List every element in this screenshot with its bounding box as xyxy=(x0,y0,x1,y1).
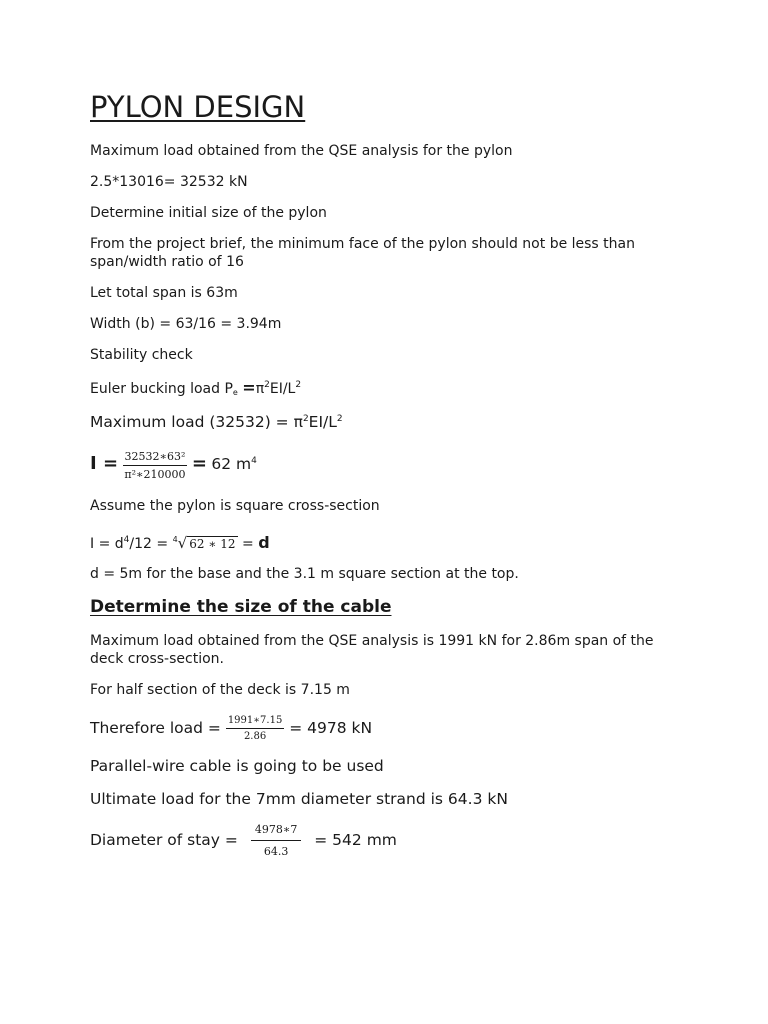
text-line: 2.5*13016= 32532 kN xyxy=(90,174,248,190)
equals: = xyxy=(191,453,207,474)
euler-formula xyxy=(90,379,301,402)
superscript: 2 xyxy=(336,414,343,424)
load-fraction xyxy=(226,714,285,743)
max-load-label: Maximum load (32532) = π xyxy=(90,413,303,431)
page-title: PYLON DESIGN xyxy=(90,90,306,124)
text-line: Width (b) = 63/16 = 3.94m xyxy=(90,316,282,332)
d-variable: d xyxy=(258,533,270,552)
fraction-denominator: π²∗210000 xyxy=(124,467,186,481)
root-body: 62 ∗ 12 xyxy=(189,537,236,551)
stay-fraction xyxy=(251,822,301,859)
text-line: Let total span is 63m xyxy=(90,285,238,301)
text-line: For half section of the deck is 7.15 m xyxy=(90,682,350,698)
text-line: span/width ratio of 16 xyxy=(90,254,244,270)
pi: π xyxy=(255,381,265,397)
max-load-formula xyxy=(90,413,343,431)
superscript: 2 xyxy=(264,380,270,390)
fraction-denominator: 64.3 xyxy=(263,845,289,858)
text-line: deck cross-section. xyxy=(90,651,224,667)
text-line: From the project brief, the minimum face of the pylon should not be less than xyxy=(90,236,635,252)
fraction-denominator: 2.86 xyxy=(243,731,267,742)
text-line: Stability check xyxy=(90,347,193,363)
subscript: e xyxy=(232,388,238,397)
root-index: 4 xyxy=(172,535,178,544)
inertia-lhs: I = xyxy=(90,453,119,474)
load-label: Therefore load = xyxy=(90,719,221,737)
load-formula xyxy=(90,710,372,746)
fraction-numerator: 1991∗7.15 xyxy=(226,714,285,729)
superscript: 4 xyxy=(251,456,257,466)
inertia-fraction xyxy=(123,449,188,482)
square-eq-right: = xyxy=(237,536,259,552)
superscript: 4 xyxy=(123,535,130,545)
square-formula xyxy=(90,528,270,556)
text-line: Maximum load obtained from the QSE analysis is 1991 kN for 2.86m span of the xyxy=(90,633,654,649)
stay-label: Diameter of stay = xyxy=(90,831,238,849)
text-line: Parallel-wire cable is going to be used xyxy=(90,757,384,775)
inertia-formula xyxy=(90,444,257,485)
equals: = xyxy=(242,378,256,397)
euler-label: Euler bucking load P xyxy=(90,381,233,397)
text-line: Assume the pylon is square cross-section xyxy=(90,498,380,514)
superscript: 2 xyxy=(302,414,309,424)
square-eq-left: I = d xyxy=(90,536,124,552)
fraction-numerator: 4978∗7 xyxy=(251,822,301,841)
superscript: 2 xyxy=(295,380,302,390)
load-result: = 4978 kN xyxy=(289,719,373,737)
square-eq-mid: /12 = xyxy=(129,536,173,552)
fourth-root: $^4$√ 62 ∗ 12 xyxy=(172,534,236,552)
section-heading: Determine the size of the cable xyxy=(90,597,392,617)
text-line: Determine initial size of the pylon xyxy=(90,205,327,221)
max-load-rest: EI/L xyxy=(308,413,337,431)
text-line: Maximum load obtained from the QSE analysis for the pylon xyxy=(90,143,513,159)
fraction-numerator: 32532∗63² xyxy=(123,449,188,466)
stay-formula xyxy=(90,820,397,860)
euler-rhs: EI/L xyxy=(269,381,296,397)
text-line: Ultimate load for the 7mm diameter strand is 64.3 kN xyxy=(90,790,508,808)
text-line: d = 5m for the base and the 3.1 m square section at the top. xyxy=(90,566,519,582)
inertia-result: 62 m xyxy=(211,455,252,473)
stay-result: = 542 mm xyxy=(314,831,397,849)
